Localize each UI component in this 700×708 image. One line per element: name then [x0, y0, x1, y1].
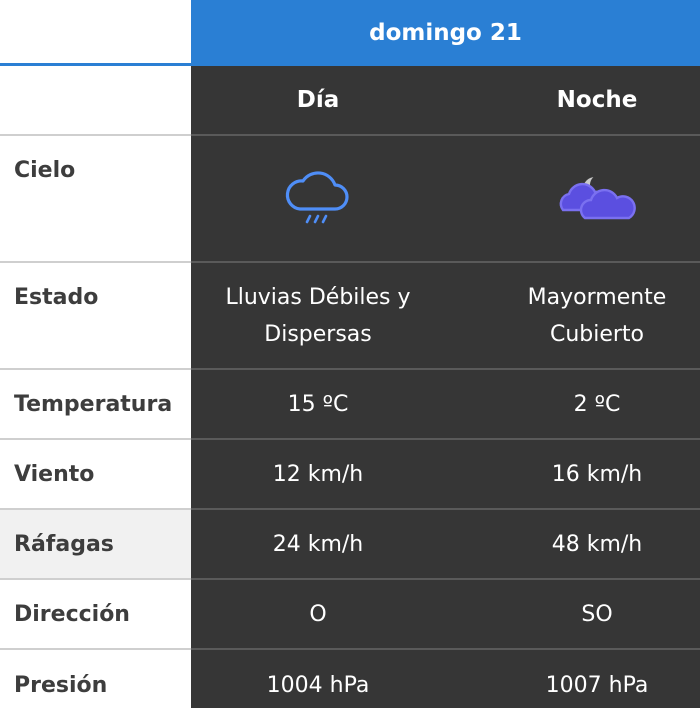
day-state-line1: Lluvias Débiles y — [225, 285, 411, 310]
moon-cloud-icon — [555, 172, 639, 226]
night-wind: 16 km/h — [551, 462, 643, 487]
night-gusts: 48 km/h — [551, 532, 643, 557]
day-direction: O — [309, 602, 327, 627]
night-pressure: 1007 hPa — [545, 672, 649, 698]
night-sky-cell — [470, 136, 700, 262]
row-label-wind: Viento — [0, 440, 191, 509]
night-state-line1: Mayormente — [527, 285, 667, 310]
date-header: domingo 21 — [191, 0, 700, 66]
row-label-gusts: Ráfagas — [0, 510, 191, 579]
day-wind: 12 km/h — [272, 462, 364, 487]
day-temperature: 15 ºC — [287, 392, 349, 417]
day-state-line2: Dispersas — [264, 322, 372, 347]
day-state-cell — [191, 263, 445, 369]
night-temperature: 2 ºC — [573, 392, 621, 417]
night-direction: SO — [581, 602, 613, 627]
day-pressure: 1004 hPa — [266, 672, 370, 698]
header-spacer — [0, 0, 191, 66]
column-header-spacer — [0, 66, 191, 135]
rain-cloud-icon — [283, 169, 353, 229]
row-label-sky: Cielo — [0, 136, 191, 262]
column-header-night: Noche — [556, 87, 638, 113]
column-header-day: Día — [296, 87, 340, 113]
row-label-pressure: Presión — [0, 650, 191, 708]
night-state-cell — [470, 263, 700, 369]
row-label-state-text: Estado — [14, 285, 99, 310]
row-label-state — [0, 263, 191, 369]
row-label-direction: Dirección — [0, 580, 191, 649]
day-gusts: 24 km/h — [272, 532, 364, 557]
night-state-line2: Cubierto — [549, 322, 645, 347]
row-label-temperature: Temperatura — [0, 370, 191, 439]
day-sky-cell — [191, 136, 445, 262]
